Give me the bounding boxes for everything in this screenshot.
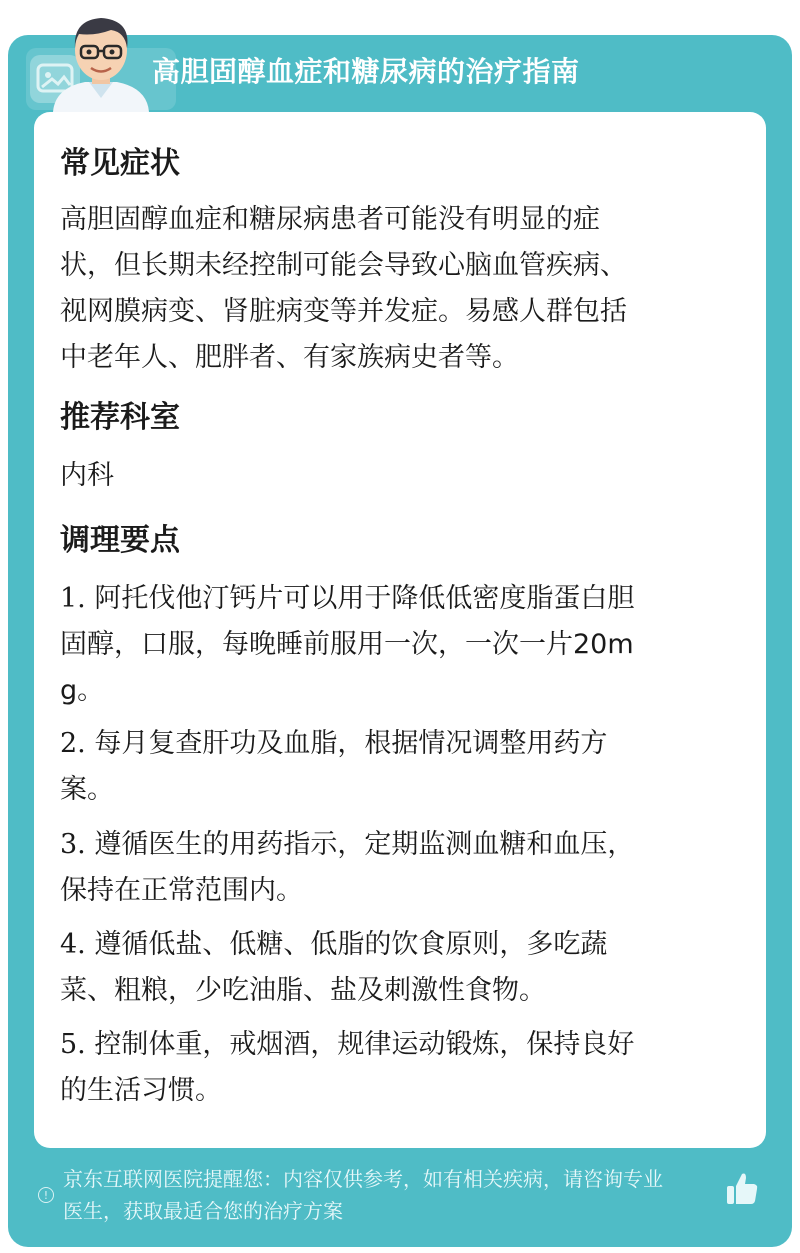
care-item: 5. 控制体重，戒烟酒，规律运动锻炼，保持良好 的生活习惯。 [60,1029,635,1106]
care-heading: 调理要点 [60,523,180,558]
page-title: 高胆固醇血症和糖尿病的治疗指南 [152,55,580,88]
doctor-avatar [45,8,157,112]
care-item: 4. 遵循低盐、低糖、低脂的饮食原则，多吃蔬 菜、粗粮，少吃油脂、盐及刺激性食物。 [60,929,608,1006]
symptoms-text: 高胆固醇血症和糖尿病患者可能没有明显的症 状，但长期未经控制可能会导致心脑血管疾病、 视网膜病变、肾脏病变等并发症。易感人群包括 中老年人、肥胖者、有家族病史者等。 [60,204,627,373]
thumbs-up-icon[interactable] [724,1170,760,1208]
footer-disclaimer: 京东互联网医院提醒您：内容仅供参考，如有相关疾病，请咨询专业 医生，获取最适合您的治疗方案 [63,1167,663,1223]
department-value: 内科 [60,460,114,491]
symptoms-heading: 常见症状 [60,146,180,181]
care-item: 3. 遵循医生的用药指示，定期监测血糖和血压， 保持在正常范围内。 [60,829,635,906]
info-circle-icon: ! [38,1187,54,1203]
department-heading: 推荐科室 [60,400,180,435]
care-item: 1. 阿托伐他汀钙片可以用于降低低密度脂蛋白胆 固醇，口服，每晚睡前服用一次，一次一片20m g。 [60,583,635,706]
care-item: 2. 每月复查肝功及血脂，根据情况调整用药方 案。 [60,728,608,805]
